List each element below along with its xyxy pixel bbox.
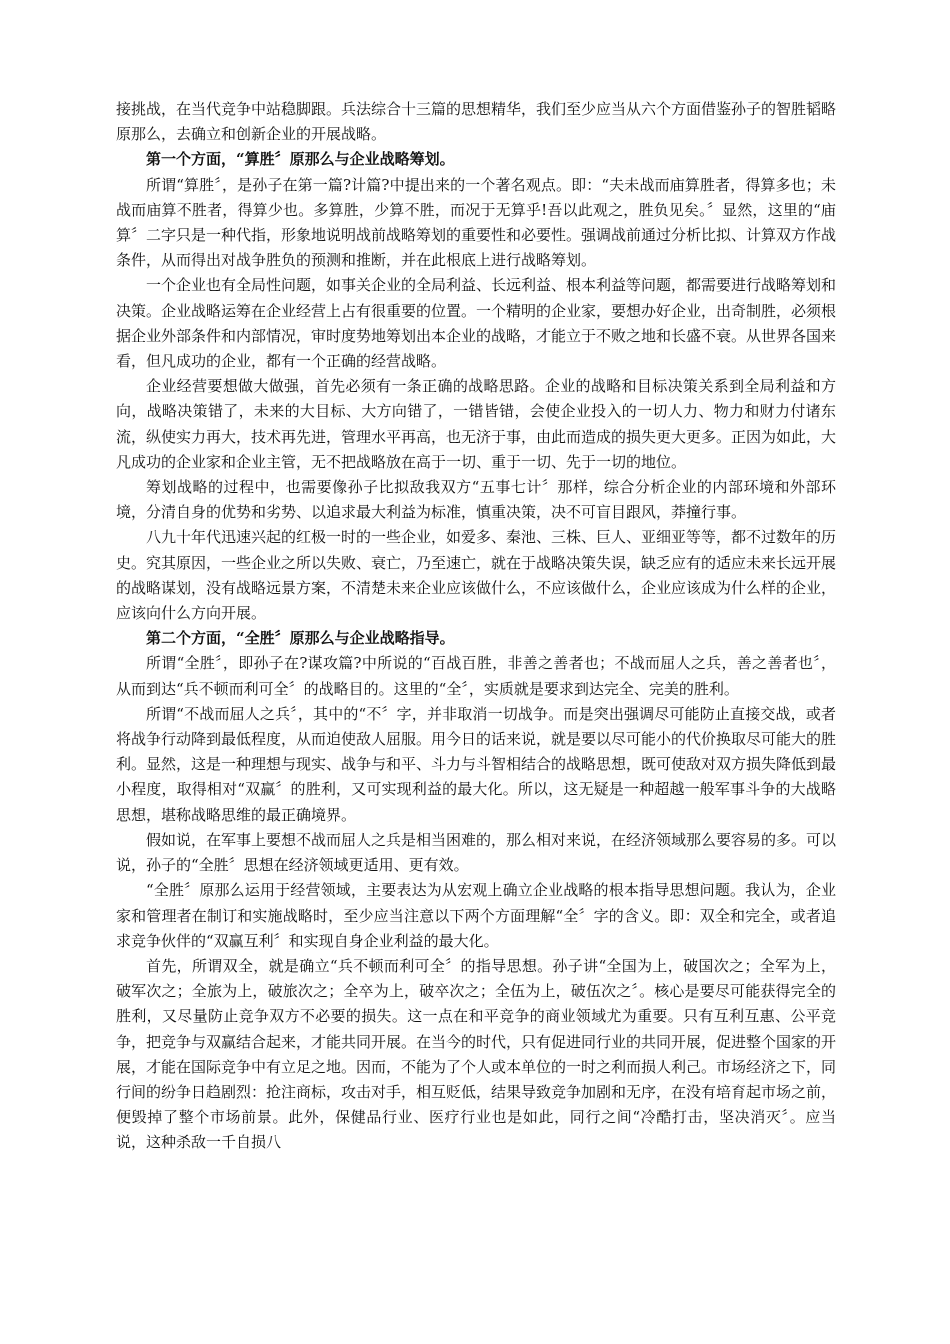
paragraph-continuation: 接挑战，在当代竞争中站稳脚跟。兵法综合十三篇的思想精华，我们至少应当从六个方面借鉴孙子的智胜韬略原那么，去确立和创新企业的开展战略。 [116,100,837,144]
section-heading-2: 第二个方面，“全胜〞原那么与企业战略指导。 [146,629,455,648]
paragraph: 一个企业也有全局性问题，如事关企业的全局利益、长远利益、根本利益等问题，都需要进行战略筹划和决策。企业战略运筹在企业经营上占有很重要的位置。一个精明的企业家，要想办好企业，出奇制胜，必须根据企业外部条件和内部情况，审时度势地筹划出本企业的战略，才能立于不败之地和长盛不衰。从世界各国来看，但凡成功的企业，都有一个正确的经营战略。 [116,276,837,371]
paragraph: 假如说，在军事上要想不战而屈人之兵是相当困难的，那么相对来说，在经济领域那么要容易的多。可以说，孙子的“全胜〞思想在经济领域更适用、更有效。 [116,830,837,875]
document-page [116,97,836,1156]
paragraph: 筹划战略的过程中，也需要像孙子比拟敌我双方“五事七计〞那样，综合分析企业的内部环境和外部环境，分清自身的优势和劣势、以追求最大利益为标准，慎重决策，决不可盲目跟风，莽撞行事。 [116,478,836,522]
paragraph: “全胜〞原那么运用于经营领域，主要表达为从宏观上确立企业战略的根本指导思想问题。我认为，企业家和管理者在制订和实施战略时，至少应当注意以下两个方面理解“全〞字的含义。即：双全和完全，或者追求竞争伙伴的“双赢互利〞和实现自身企业利益的最大化。 [116,881,836,950]
section-heading-1: 第一个方面，“算胜〞原那么与企业战略筹划。 [146,150,455,169]
paragraph: 所谓“算胜〞，是孙子在第一篇?计篇?中提出来的一个著名观点。即：“夫未战而庙算胜者，得算多也；未战而庙算不胜者，得算少也。多算胜，少算不胜，而况于无算乎!吾以此观之，胜负见矣。〞显然，这里的“庙算〞二字只是一种代指，形象地说明战前战略筹划的重要性和必要性。强调战前通过分析比拟、计算双方作战条件，从而得出对战争胜负的预测和推断，并在此根底上进行战略筹划。 [116,175,837,270]
paragraph: 企业经营要想做大做强，首先必须有一条正确的战略思路。企业的战略和目标决策关系到全局利益和方向，战略决策错了，未来的大目标、大方向错了，一错皆错，会使企业投入的一切人力、物力和财力付诸东流，纵使实力再大，技术再先进，管理水平再高，也无济于事，由此而造成的损失更大更多。正因为如此，大凡成功的企业家和企业主管，无不把战略放在高于一切、重于一切、先于一切的地位。 [116,377,837,471]
paragraph: 所谓“不战而屈人之兵〞，其中的“不〞字，并非取消一切战争。而是突出强调尽可能防止直接交战，或者将战争行动降到最低程度，从而迫使敌人屈服。用今日的话来说，就是要以尽可能小的代价换取尽可能大的胜利。显然，这是一种理想与现实、战争与和平、斗力与斗智相结合的战略思想，既可使敌对双方损失降低到最小程度，取得相对“双赢〞的胜利，又可实现利益的最大化。所以，这无疑是一种超越一般军事斗争的大战略思想，堪称战略思维的最正确境界。 [116,704,837,824]
paragraph: 所谓“全胜〞，即孙子在?谋攻篇?中所说的“百战百胜，非善之善者也；不战而屈人之兵，善之善者也〞，从而到达“兵不顿而利可全〞的战略目的。这里的“全〞，实质就是要求到达完全、完美的胜利。 [116,654,836,698]
paragraph: 首先，所谓双全，就是确立“兵不顿而利可全〞的指导思想。孙子讲“全国为上，破国次之；全军为上，破军次之；全旅为上，破旅次之；全卒为上，破卒次之；全伍为上，破伍次之〞。核心是要尽可能获得完全的胜利，又尽量防止竞争双方不必要的损失。这一点在和平竞争的商业领域尤为重要。只有互利互惠、公平竞争，把竞争与双赢结合起来，才能共同开展。在当今的时代，只有促进同行业的共同开展，促进整个国家的开展，才能在国际竞争中有立足之地。因而，不能为了个人或本单位的一时之利而损人利己。市场经济之下，同行间的纷争日趋剧烈：抢注商标，攻击对手，相互贬低，结果导致竞争加剧和无序，在没有培育起市场之前，便毁掉了整个市场前景。此外，保健品行业、医疗行业也是如此，同行之间“冷酷打击，坚决消灭〞。应当说，这种杀敌一千自损八 [116,956,837,1152]
paragraph: 八九十年代迅速兴起的红极一时的一些企业，如爱多、秦池、三株、巨人、亚细亚等等，都不过数年的历史。究其原因，一些企业之所以失败、衰亡，乃至速亡，就在于战略决策失误，缺乏应有的适应未来长远开展的战略谋划，没有战略远景方案，不清楚未来企业应该做什么，不应该做什么，企业应该成为什么样的企业，应该向什么方向开展。 [116,528,837,623]
